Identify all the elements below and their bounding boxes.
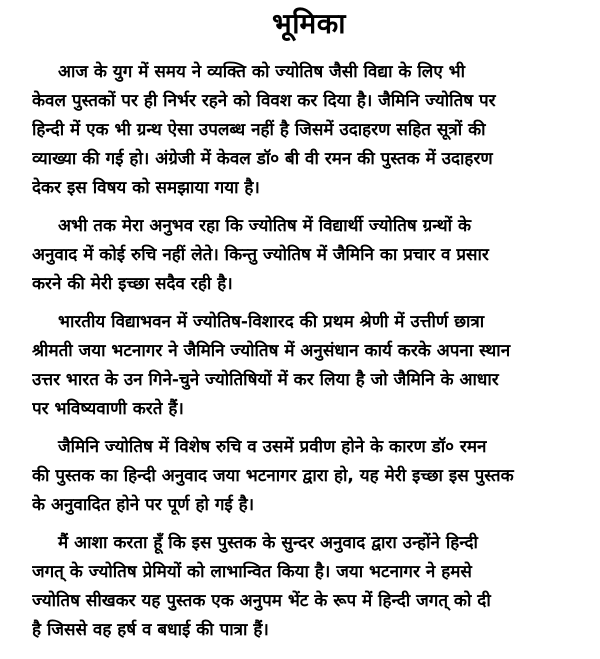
- paragraph-line: उत्तर भारत के उन गिने-चुने ज्योतिषियों में कर लिया है जो जैमिनि के आधार: [32, 370, 499, 390]
- paragraph-line: करने की मेरी इच्छा सदैव रही है।: [32, 274, 233, 294]
- paragraph-3: [32, 308, 586, 424]
- paragraph-line: ज्योतिष सीखकर यह पुस्तक एक अनुपम भेंट के रूप में हिन्दी जगत् को दी: [32, 591, 491, 611]
- paragraph-line: हिन्दी में एक भी ग्रन्थ ऐसा उपलब्ध नहीं है जिसमें उदाहरण सहित सूत्रों की: [32, 120, 486, 140]
- paragraph-line: मैं आशा करता हूँ कि इस पुस्तक के सुन्दर अनुवाद द्वारा उन्होंने हिन्दी: [58, 533, 478, 553]
- paragraph-line: अभी तक मेरा अनुभव रहा कि ज्योतिष में विद्यार्थी ज्योतिष ग्रन्थों के: [58, 216, 472, 236]
- paragraph-line: जैमिनि ज्योतिष में विशेष रुचि व उसमें प्रवीण होने के कारण डॉ० रमन: [58, 437, 487, 457]
- paragraph-1: [32, 58, 586, 203]
- paragraph-line: अनुवाद में कोई रुचि नहीं लेते। किन्तु ज्योतिष में जैमिनि का प्रचार व प्रसार: [32, 245, 489, 265]
- paragraph-line: की पुस्तक का हिन्दी अनुवाद जया भटनागर द्वारा हो, यह मेरी इच्छा इस पुस्तक: [32, 466, 514, 486]
- paragraph-line: के अनुवादित होने पर पूर्ण हो गई है।: [32, 495, 255, 515]
- paragraph-5: [32, 529, 586, 645]
- paragraph-line: आज के युग में समय ने व्यक्ति को ज्योतिष जैसी विद्या के लिए भी: [58, 62, 465, 82]
- paragraph-line: है जिससे वह हर्ष व बधाई की पात्रा हैं।: [32, 620, 269, 640]
- paragraph-4: [32, 433, 586, 520]
- paragraph-line: भारतीय विद्याभवन में ज्योतिष-विशारद की प्रथम श्रेणी में उत्तीर्ण छात्रा: [58, 312, 485, 332]
- page-title: भूमिका: [272, 7, 346, 40]
- paragraph-line: श्रीमती जया भटनागर ने जैमिनि ज्योतिष में अनुसंधान कार्य करके अपना स्थान: [32, 341, 511, 361]
- paragraph-line: व्याख्या की गई हो। अंग्रेजी में केवल डॉ० बी वी रमन की पुस्तक में उदाहरण: [32, 149, 493, 169]
- paragraph-line: केवल पुस्तकों पर ही निर्भर रहने को विवश कर दिया है। जैमिनि ज्योतिष पर: [32, 91, 496, 111]
- paragraph-line: देकर इस विषय को समझाया गया है।: [32, 178, 260, 198]
- paragraph-line: पर भविष्यवाणी करते हैं।: [32, 399, 184, 419]
- paragraph-2: [32, 212, 586, 299]
- paragraph-line: जगत् के ज्योतिष प्रेमियों को लाभान्वित किया है। जया भटनागर ने हमसे: [32, 562, 472, 582]
